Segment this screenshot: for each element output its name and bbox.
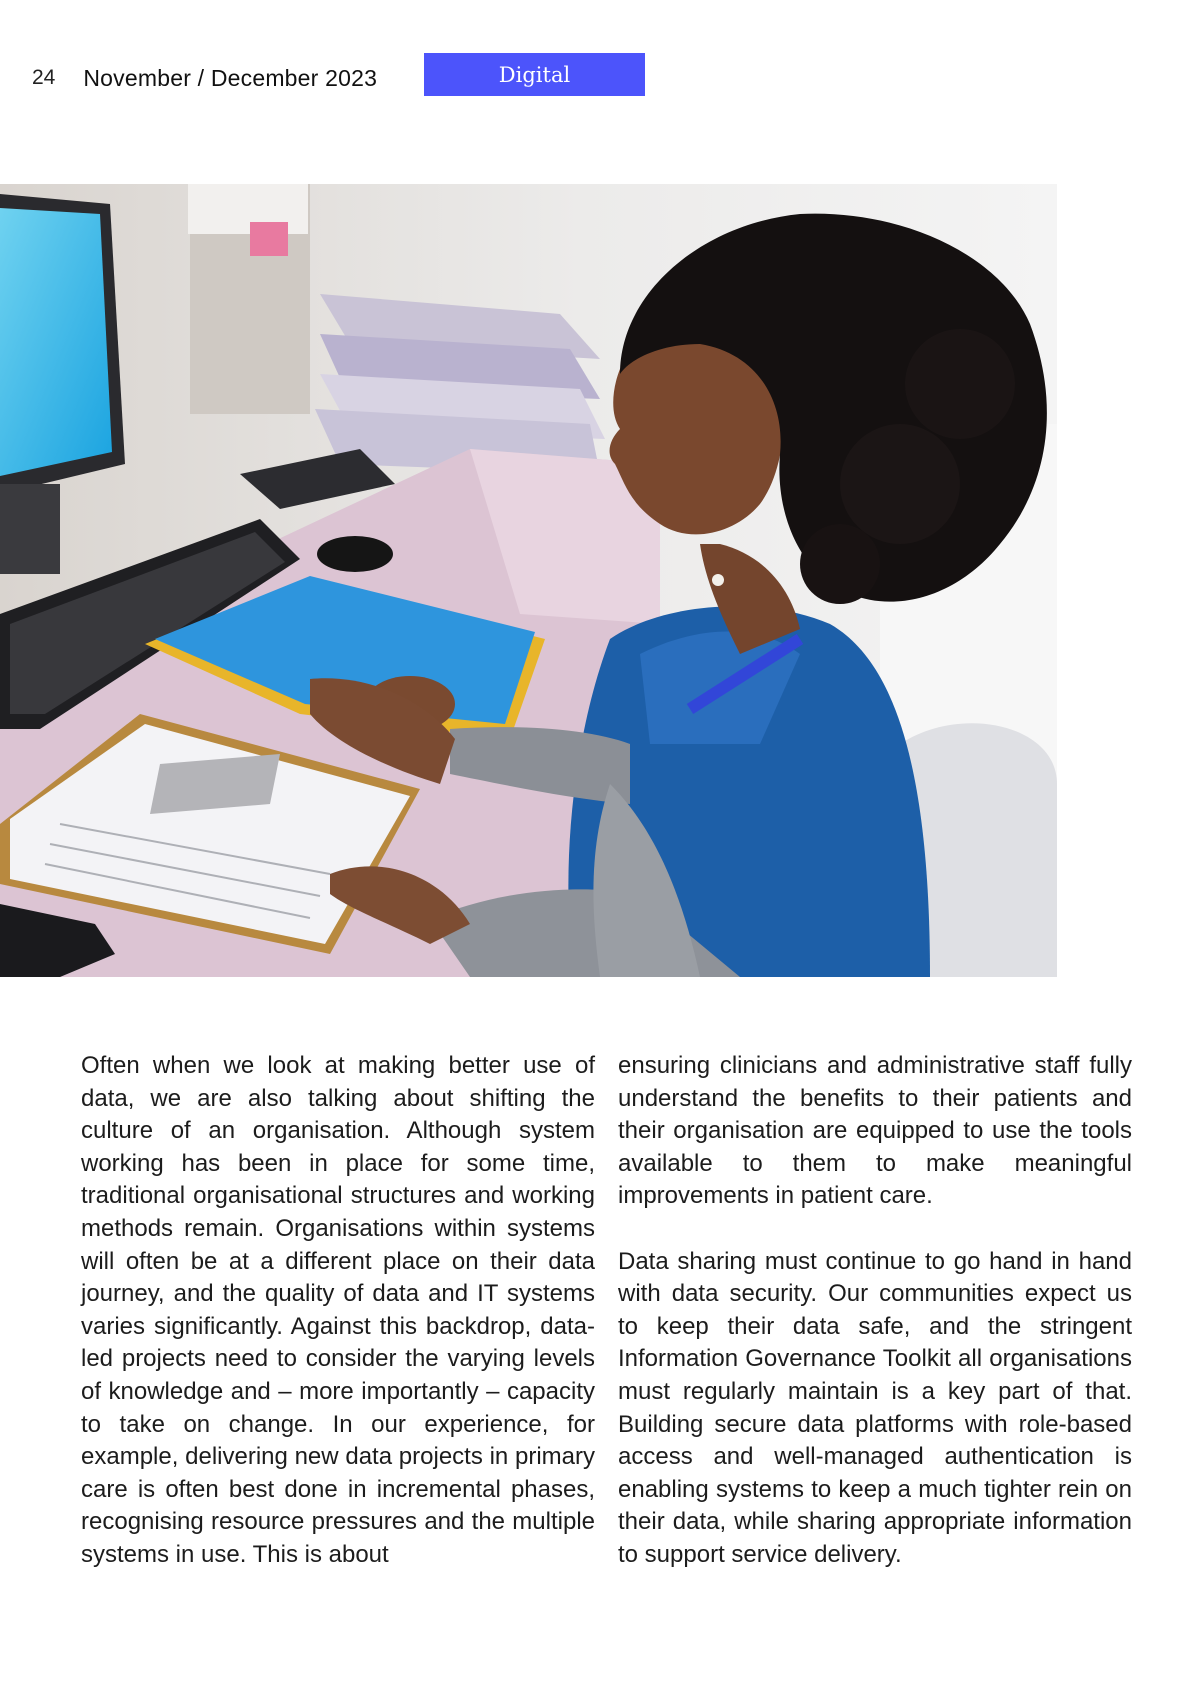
photo-clinician-at-desk-icon bbox=[0, 184, 1057, 977]
page-number: 24 bbox=[32, 66, 56, 89]
paragraph: Often when we look at making better use of data, we are also talking about shifting the culture of an organisation. Although system working has been in place for some time, traditional organisational structures and working methods remain. Organisations within systems will often be at a different place on their data journey, and the quality of data and IT systems varies significantly. Against this backdrop, data-led projects need to consider the varying levels of knowledge and – more importantly – capacity to take on change. In our experience, for example, delivering new data projects in primary care is often best done in incremental phases, recognising resource pressures and the multiple systems in use. This is about bbox=[81, 1052, 595, 1568]
article-photo bbox=[0, 184, 1057, 977]
page-header bbox=[32, 58, 377, 98]
paragraph: ensuring clinicians and administrative staff fully understand the benefits to their patients and their organisation are equipped to use the tools available to them to make meaningful improvements in patient care. bbox=[618, 1052, 1132, 1210]
issue-date: November / December 2023 bbox=[83, 64, 378, 91]
article-column-right bbox=[618, 1050, 1132, 1572]
article-column-left bbox=[81, 1050, 595, 1572]
section-badge: Digital bbox=[424, 53, 645, 96]
paragraph: Data sharing must continue to go hand in hand with data security. Our communities expect us to keep their data safe, and the stringent Information Governance Toolkit all organisations must regularly maintain is a key part of that. Building secure data platforms with role-based access and well-managed authentication is enabling systems to keep a much tighter rein on their data, while sharing appropriate information to support service delivery. bbox=[618, 1247, 1132, 1568]
